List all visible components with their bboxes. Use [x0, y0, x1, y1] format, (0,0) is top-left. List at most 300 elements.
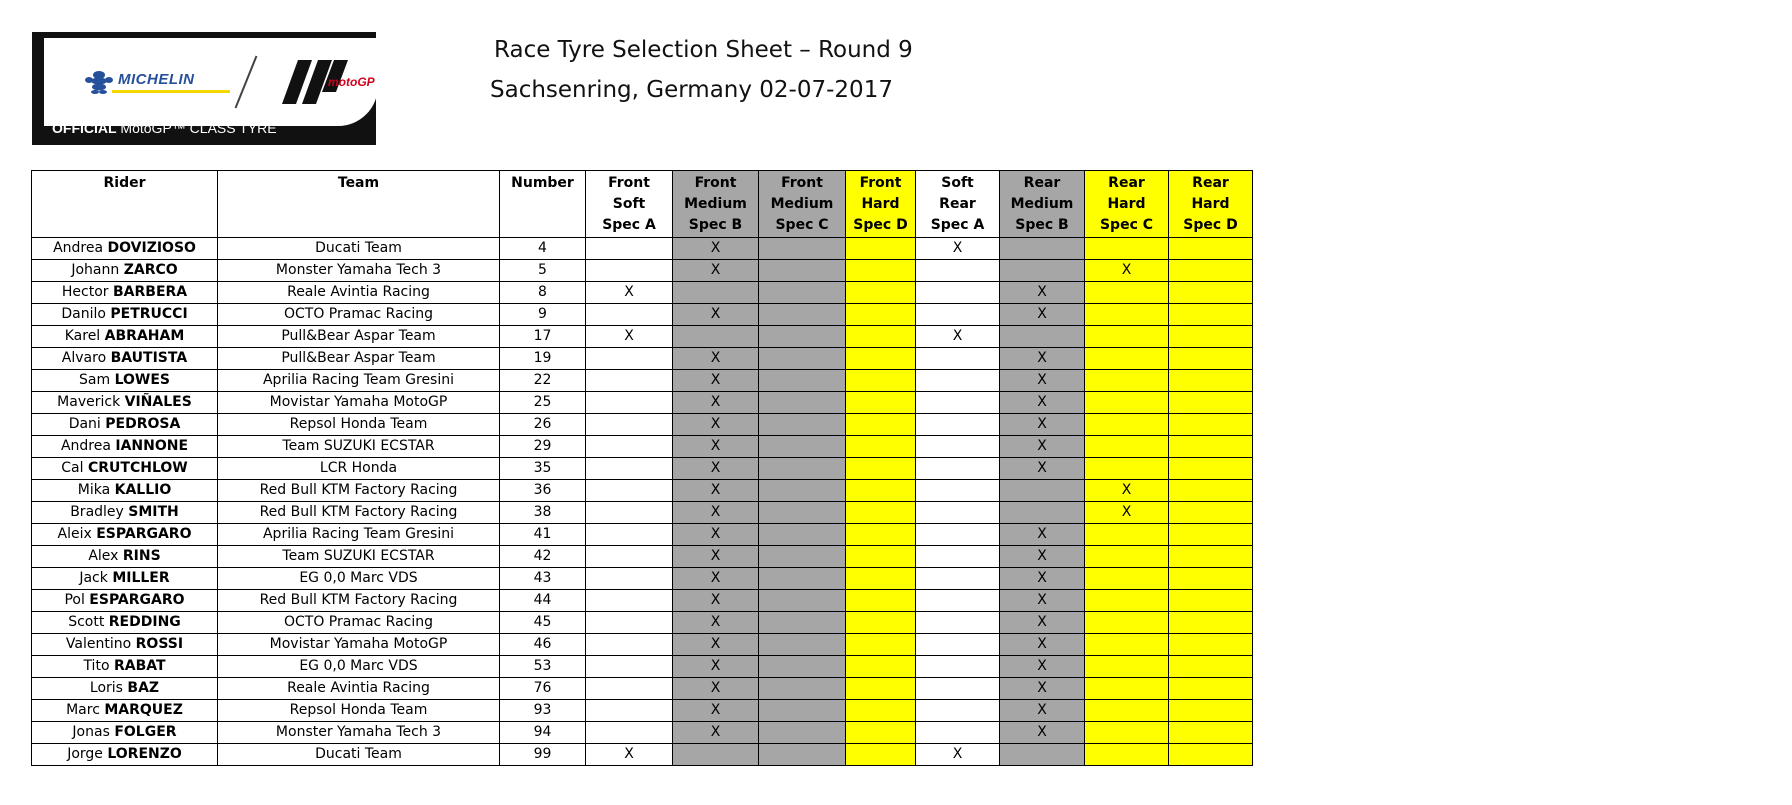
table-row: [32, 304, 1253, 326]
rider-first-name: Alex: [88, 548, 119, 564]
mark-cell-front-hard-spec-d: [846, 634, 916, 656]
mark-cell-rear-hard-spec-d: [1169, 436, 1253, 458]
michelin-underline: [112, 90, 230, 93]
mark-cell-front-hard-spec-d: [846, 436, 916, 458]
table-row: [32, 568, 1253, 590]
rider-cell: [32, 744, 218, 766]
column-header-rider: [32, 171, 218, 238]
rider-last-name: PEDROSA: [105, 416, 181, 432]
rider-cell: [32, 392, 218, 414]
column-header-team: [218, 171, 500, 238]
rider-first-name: Mika: [77, 482, 111, 498]
mark-cell-rear-hard-spec-d: [1169, 722, 1253, 744]
table-header: [32, 171, 1253, 238]
mark-cell-soft-rear-spec-a: [916, 656, 1000, 678]
rider-cell: [32, 568, 218, 590]
mark-cell-front-medium-spec-c: [759, 744, 846, 766]
rider-cell: [32, 722, 218, 744]
column-header-line: Rear: [1023, 175, 1061, 191]
mark-cell-rear-hard-spec-d: [1169, 304, 1253, 326]
mark-cell-rear-medium-spec-b: [1000, 502, 1085, 524]
mark-cell-rear-hard-spec-d: [1169, 392, 1253, 414]
logo-caption: OFFICIAL MotoGP™ CLASS TYRE: [52, 120, 277, 136]
mark-cell-front-medium-spec-c: [759, 568, 846, 590]
mark-cell-soft-rear-spec-a: X: [916, 744, 1000, 766]
table-row: [32, 458, 1253, 480]
event-subtitle: Sachsenring, Germany 02-07-2017: [490, 77, 893, 103]
table-row: [32, 414, 1253, 436]
rider-last-name: BARBERA: [112, 284, 188, 300]
mark-cell-rear-hard-spec-d: [1169, 546, 1253, 568]
table-row: [32, 348, 1253, 370]
mark-cell-front-medium-spec-c: [759, 282, 846, 304]
mark-cell-front-soft-spec-a: [586, 238, 673, 260]
rider-last-name: FOLGER: [114, 724, 177, 740]
rider-last-name: KALLIO: [114, 482, 172, 498]
mark-cell-front-medium-spec-b: X: [673, 524, 759, 546]
mark-cell-front-medium-spec-b: X: [673, 656, 759, 678]
mark-cell-rear-hard-spec-d: [1169, 458, 1253, 480]
mark-cell-rear-hard-spec-c: [1085, 568, 1169, 590]
column-header-line: Hard: [1191, 196, 1230, 212]
table-row: [32, 370, 1253, 392]
mark-cell-front-medium-spec-c: [759, 546, 846, 568]
mark-cell-front-soft-spec-a: [586, 612, 673, 634]
team-cell: Pull&Bear Aspar Team: [218, 348, 500, 370]
mark-cell-front-hard-spec-d: [846, 348, 916, 370]
mark-cell-front-medium-spec-b: [673, 744, 759, 766]
mark-cell-rear-hard-spec-d: [1169, 238, 1253, 260]
rider-last-name: SMITH: [128, 504, 179, 520]
rider-last-name: ZARCO: [123, 262, 178, 278]
mark-cell-rear-hard-spec-d: [1169, 282, 1253, 304]
table-row: [32, 260, 1253, 282]
mark-cell-front-hard-spec-d: [846, 326, 916, 348]
mark-cell-rear-hard-spec-d: [1169, 656, 1253, 678]
rider-last-name: ESPARGARO: [96, 526, 192, 542]
mark-cell-soft-rear-spec-a: [916, 348, 1000, 370]
number-cell: 26: [500, 414, 586, 436]
rider-cell: [32, 304, 218, 326]
table-row: [32, 678, 1253, 700]
column-header-line: Soft: [612, 196, 646, 212]
michelin-wordmark: MICHELIN: [118, 71, 195, 88]
mark-cell-front-soft-spec-a: [586, 722, 673, 744]
mark-cell-rear-medium-spec-b: X: [1000, 546, 1085, 568]
mark-cell-front-soft-spec-a: [586, 590, 673, 612]
mark-cell-soft-rear-spec-a: [916, 260, 1000, 282]
mark-cell-front-hard-spec-d: [846, 282, 916, 304]
mark-cell-front-soft-spec-a: [586, 634, 673, 656]
table-row: [32, 744, 1253, 766]
column-header-line: Spec C: [1099, 217, 1154, 233]
mark-cell-rear-medium-spec-b: [1000, 238, 1085, 260]
mark-cell-front-medium-spec-b: X: [673, 370, 759, 392]
number-cell: 19: [500, 348, 586, 370]
mark-cell-front-hard-spec-d: [846, 612, 916, 634]
mark-cell-rear-medium-spec-b: X: [1000, 414, 1085, 436]
mark-cell-rear-hard-spec-d: [1169, 700, 1253, 722]
mark-cell-front-medium-spec-c: [759, 656, 846, 678]
rider-last-name: DOVIZIOSO: [107, 240, 196, 256]
rider-first-name: Johann: [71, 262, 120, 278]
mark-cell-front-medium-spec-b: X: [673, 678, 759, 700]
mark-cell-front-medium-spec-c: [759, 722, 846, 744]
mark-cell-rear-hard-spec-d: [1169, 370, 1253, 392]
team-cell: Movistar Yamaha MotoGP: [218, 634, 500, 656]
table-row: [32, 634, 1253, 656]
table-row: [32, 700, 1253, 722]
rider-cell: [32, 238, 218, 260]
mark-cell-front-soft-spec-a: [586, 458, 673, 480]
mark-cell-front-hard-spec-d: [846, 700, 916, 722]
rider-last-name: MARQUEZ: [104, 702, 183, 718]
mark-cell-rear-hard-spec-c: [1085, 656, 1169, 678]
mark-cell-front-medium-spec-c: [759, 480, 846, 502]
rider-last-name: MILLER: [112, 570, 170, 586]
mark-cell-front-soft-spec-a: [586, 392, 673, 414]
mark-cell-soft-rear-spec-a: [916, 370, 1000, 392]
number-cell: 93: [500, 700, 586, 722]
mark-cell-front-soft-spec-a: [586, 700, 673, 722]
mark-cell-front-medium-spec-c: [759, 260, 846, 282]
mark-cell-rear-hard-spec-c: [1085, 722, 1169, 744]
rider-first-name: Cal: [61, 460, 84, 476]
mark-cell-rear-hard-spec-d: [1169, 568, 1253, 590]
mark-cell-front-soft-spec-a: [586, 546, 673, 568]
number-cell: 4: [500, 238, 586, 260]
rider-first-name: Andrea: [53, 240, 104, 256]
mark-cell-front-soft-spec-a: X: [586, 744, 673, 766]
mark-cell-rear-hard-spec-c: [1085, 304, 1169, 326]
mark-cell-front-medium-spec-c: [759, 436, 846, 458]
rider-cell: [32, 348, 218, 370]
rider-last-name: VIÑALES: [124, 394, 192, 410]
mark-cell-rear-hard-spec-d: [1169, 260, 1253, 282]
number-cell: 46: [500, 634, 586, 656]
rider-last-name: REDDING: [108, 614, 181, 630]
mark-cell-rear-hard-spec-d: [1169, 502, 1253, 524]
mark-cell-front-hard-spec-d: [846, 480, 916, 502]
mark-cell-front-soft-spec-a: [586, 260, 673, 282]
table-row: [32, 546, 1253, 568]
column-header-line: Soft: [941, 175, 974, 191]
mark-cell-front-medium-spec-b: X: [673, 700, 759, 722]
column-header-front-medium-spec-c: [759, 171, 846, 238]
column-header-line: Front: [608, 175, 650, 191]
mark-cell-front-medium-spec-c: [759, 524, 846, 546]
rider-last-name: ESPARGARO: [89, 592, 185, 608]
table-row: [32, 392, 1253, 414]
table-body: [32, 238, 1253, 766]
rider-first-name: Danilo: [61, 306, 106, 322]
table-row: [32, 282, 1253, 304]
mark-cell-rear-medium-spec-b: [1000, 260, 1085, 282]
mark-cell-front-medium-spec-b: X: [673, 414, 759, 436]
rider-last-name: RABAT: [113, 658, 166, 674]
header-row: [32, 171, 1253, 238]
mark-cell-rear-hard-spec-c: [1085, 634, 1169, 656]
column-header-line: Rear: [939, 196, 976, 212]
mark-cell-front-hard-spec-d: [846, 722, 916, 744]
rider-last-name: LORENZO: [107, 746, 182, 762]
rider-last-name: IANNONE: [115, 438, 189, 454]
rider-last-name: BAZ: [127, 680, 160, 696]
column-header-line: Spec B: [688, 217, 743, 233]
mark-cell-rear-hard-spec-c: [1085, 612, 1169, 634]
mark-cell-rear-medium-spec-b: X: [1000, 370, 1085, 392]
number-cell: 43: [500, 568, 586, 590]
mark-cell-soft-rear-spec-a: [916, 546, 1000, 568]
mark-cell-rear-hard-spec-c: [1085, 282, 1169, 304]
rider-first-name: Valentino: [65, 636, 132, 652]
mark-cell-rear-medium-spec-b: X: [1000, 304, 1085, 326]
rider-first-name: Alvaro: [61, 350, 107, 366]
mark-cell-rear-medium-spec-b: X: [1000, 634, 1085, 656]
column-header-rear-medium-spec-b: [1000, 171, 1085, 238]
mark-cell-rear-hard-spec-c: [1085, 392, 1169, 414]
rider-last-name: ABRAHAM: [104, 328, 185, 344]
column-header-line: Medium: [770, 196, 834, 212]
rider-first-name: Marc: [66, 702, 100, 718]
rider-first-name: Maverick: [57, 394, 121, 410]
mark-cell-front-soft-spec-a: [586, 414, 673, 436]
mark-cell-soft-rear-spec-a: [916, 414, 1000, 436]
tyre-selection-table: [31, 170, 1253, 766]
rider-first-name: Loris: [89, 680, 123, 696]
motogp-logo-icon: [276, 52, 375, 112]
mark-cell-front-soft-spec-a: [586, 370, 673, 392]
mark-cell-rear-hard-spec-c: X: [1085, 480, 1169, 502]
team-cell: Aprilia Racing Team Gresini: [218, 524, 500, 546]
mark-cell-front-medium-spec-c: [759, 238, 846, 260]
mark-cell-front-medium-spec-b: X: [673, 348, 759, 370]
mark-cell-soft-rear-spec-a: [916, 392, 1000, 414]
mark-cell-front-medium-spec-c: [759, 370, 846, 392]
mark-cell-rear-medium-spec-b: X: [1000, 436, 1085, 458]
mark-cell-rear-hard-spec-c: X: [1085, 260, 1169, 282]
team-cell: Red Bull KTM Factory Racing: [218, 502, 500, 524]
mark-cell-soft-rear-spec-a: [916, 524, 1000, 546]
mark-cell-front-medium-spec-c: [759, 590, 846, 612]
column-header-line: Medium: [1010, 196, 1074, 212]
mark-cell-front-hard-spec-d: [846, 414, 916, 436]
rider-first-name: Karel: [64, 328, 101, 344]
mark-cell-front-medium-spec-c: [759, 304, 846, 326]
mark-cell-front-soft-spec-a: [586, 678, 673, 700]
mark-cell-front-hard-spec-d: [846, 546, 916, 568]
rider-cell: [32, 370, 218, 392]
mark-cell-front-soft-spec-a: [586, 480, 673, 502]
mark-cell-front-medium-spec-b: X: [673, 238, 759, 260]
mark-cell-soft-rear-spec-a: [916, 502, 1000, 524]
number-cell: 5: [500, 260, 586, 282]
team-cell: OCTO Pramac Racing: [218, 304, 500, 326]
team-cell: EG 0,0 Marc VDS: [218, 656, 500, 678]
mark-cell-soft-rear-spec-a: [916, 700, 1000, 722]
rider-cell: [32, 436, 218, 458]
number-cell: 25: [500, 392, 586, 414]
number-cell: 35: [500, 458, 586, 480]
team-cell: Reale Avintia Racing: [218, 282, 500, 304]
mark-cell-soft-rear-spec-a: [916, 678, 1000, 700]
mark-cell-front-medium-spec-b: X: [673, 590, 759, 612]
mark-cell-rear-hard-spec-c: X: [1085, 502, 1169, 524]
rider-first-name: Scott: [68, 614, 105, 630]
mark-cell-soft-rear-spec-a: [916, 282, 1000, 304]
rider-first-name: Andrea: [60, 438, 111, 454]
mark-cell-rear-medium-spec-b: X: [1000, 590, 1085, 612]
table-row: [32, 612, 1253, 634]
mark-cell-front-medium-spec-b: X: [673, 436, 759, 458]
rider-first-name: Dani: [68, 416, 101, 432]
mark-cell-front-hard-spec-d: [846, 260, 916, 282]
mark-cell-front-medium-spec-c: [759, 392, 846, 414]
team-cell: Red Bull KTM Factory Racing: [218, 590, 500, 612]
rider-first-name: Tito: [83, 658, 110, 674]
mark-cell-front-hard-spec-d: [846, 568, 916, 590]
mark-cell-soft-rear-spec-a: [916, 590, 1000, 612]
table-row: [32, 524, 1253, 546]
mark-cell-rear-hard-spec-c: [1085, 436, 1169, 458]
rider-cell: [32, 612, 218, 634]
rider-cell: [32, 634, 218, 656]
rider-cell: [32, 590, 218, 612]
column-header-line: Rider: [103, 175, 146, 191]
column-header-line: Hard: [1107, 196, 1146, 212]
mark-cell-rear-hard-spec-c: [1085, 744, 1169, 766]
rider-last-name: CRUTCHLOW: [87, 460, 188, 476]
mark-cell-front-medium-spec-b: X: [673, 612, 759, 634]
team-cell: Team SUZUKI ECSTAR: [218, 436, 500, 458]
mark-cell-front-medium-spec-b: X: [673, 458, 759, 480]
table-row: [32, 656, 1253, 678]
number-cell: 29: [500, 436, 586, 458]
mark-cell-rear-hard-spec-d: [1169, 480, 1253, 502]
number-cell: 22: [500, 370, 586, 392]
table-row: [32, 590, 1253, 612]
column-header-rear-hard-spec-c: [1085, 171, 1169, 238]
rider-first-name: Sam: [79, 372, 111, 388]
mark-cell-front-soft-spec-a: X: [586, 282, 673, 304]
column-header-front-medium-spec-b: [673, 171, 759, 238]
motogp-wordmark: motoGP: [328, 75, 375, 89]
mark-cell-rear-medium-spec-b: X: [1000, 348, 1085, 370]
rider-first-name: Pol: [64, 592, 85, 608]
mark-cell-front-medium-spec-c: [759, 634, 846, 656]
mark-cell-rear-hard-spec-c: [1085, 348, 1169, 370]
mark-cell-rear-hard-spec-c: [1085, 524, 1169, 546]
number-cell: 99: [500, 744, 586, 766]
column-header-line: Spec A: [930, 217, 985, 233]
mark-cell-front-soft-spec-a: [586, 348, 673, 370]
table-row: [32, 436, 1253, 458]
michelin-motogp-logo: [32, 32, 376, 145]
mark-cell-soft-rear-spec-a: [916, 722, 1000, 744]
team-cell: Reale Avintia Racing: [218, 678, 500, 700]
table-row: [32, 480, 1253, 502]
mark-cell-front-medium-spec-c: [759, 502, 846, 524]
mark-cell-soft-rear-spec-a: X: [916, 238, 1000, 260]
number-cell: 9: [500, 304, 586, 326]
column-header-line: Front: [781, 175, 823, 191]
column-header-line: Hard: [861, 196, 900, 212]
rider-cell: [32, 546, 218, 568]
mark-cell-rear-medium-spec-b: X: [1000, 458, 1085, 480]
number-cell: 45: [500, 612, 586, 634]
column-header-line: Number: [511, 175, 574, 191]
mark-cell-rear-hard-spec-c: [1085, 678, 1169, 700]
mark-cell-front-soft-spec-a: [586, 436, 673, 458]
mark-cell-front-medium-spec-c: [759, 612, 846, 634]
rider-last-name: ROSSI: [135, 636, 184, 652]
mark-cell-rear-medium-spec-b: X: [1000, 524, 1085, 546]
table-row: [32, 722, 1253, 744]
team-cell: Red Bull KTM Factory Racing: [218, 480, 500, 502]
mark-cell-front-soft-spec-a: [586, 656, 673, 678]
sheet-title: Race Tyre Selection Sheet – Round 9: [494, 37, 913, 63]
mark-cell-rear-hard-spec-c: [1085, 458, 1169, 480]
mark-cell-front-medium-spec-b: [673, 282, 759, 304]
team-cell: Ducati Team: [218, 238, 500, 260]
column-header-line: Spec D: [853, 217, 908, 233]
mark-cell-rear-medium-spec-b: X: [1000, 700, 1085, 722]
team-cell: Movistar Yamaha MotoGP: [218, 392, 500, 414]
rider-cell: [32, 502, 218, 524]
mark-cell-front-hard-spec-d: [846, 304, 916, 326]
mark-cell-front-medium-spec-c: [759, 326, 846, 348]
mark-cell-rear-medium-spec-b: X: [1000, 568, 1085, 590]
column-header-line: Front: [859, 175, 902, 191]
mark-cell-front-medium-spec-c: [759, 700, 846, 722]
number-cell: 38: [500, 502, 586, 524]
number-cell: 44: [500, 590, 586, 612]
mark-cell-rear-hard-spec-d: [1169, 524, 1253, 546]
team-cell: Team SUZUKI ECSTAR: [218, 546, 500, 568]
team-cell: LCR Honda: [218, 458, 500, 480]
rider-first-name: Jorge: [67, 746, 103, 762]
column-header-rear-hard-spec-d: [1169, 171, 1253, 238]
rider-cell: [32, 656, 218, 678]
column-header-front-hard-spec-d: [846, 171, 916, 238]
number-cell: 36: [500, 480, 586, 502]
rider-cell: [32, 326, 218, 348]
mark-cell-front-soft-spec-a: [586, 524, 673, 546]
team-cell: Aprilia Racing Team Gresini: [218, 370, 500, 392]
rider-cell: [32, 700, 218, 722]
team-cell: OCTO Pramac Racing: [218, 612, 500, 634]
mark-cell-front-hard-spec-d: [846, 678, 916, 700]
mark-cell-rear-medium-spec-b: X: [1000, 678, 1085, 700]
team-cell: Pull&Bear Aspar Team: [218, 326, 500, 348]
team-cell: Monster Yamaha Tech 3: [218, 260, 500, 282]
mark-cell-front-medium-spec-c: [759, 678, 846, 700]
rider-last-name: LOWES: [114, 372, 170, 388]
mark-cell-front-medium-spec-b: X: [673, 568, 759, 590]
mark-cell-rear-hard-spec-d: [1169, 348, 1253, 370]
mark-cell-front-medium-spec-b: X: [673, 722, 759, 744]
rider-first-name: Jonas: [72, 724, 110, 740]
mark-cell-front-medium-spec-b: X: [673, 304, 759, 326]
column-header-line: Medium: [684, 196, 747, 212]
mark-cell-front-soft-spec-a: [586, 502, 673, 524]
mark-cell-rear-hard-spec-c: [1085, 238, 1169, 260]
mark-cell-rear-hard-spec-d: [1169, 326, 1253, 348]
team-cell: EG 0,0 Marc VDS: [218, 568, 500, 590]
mark-cell-rear-medium-spec-b: X: [1000, 612, 1085, 634]
mark-cell-front-hard-spec-d: [846, 524, 916, 546]
mark-cell-soft-rear-spec-a: [916, 612, 1000, 634]
